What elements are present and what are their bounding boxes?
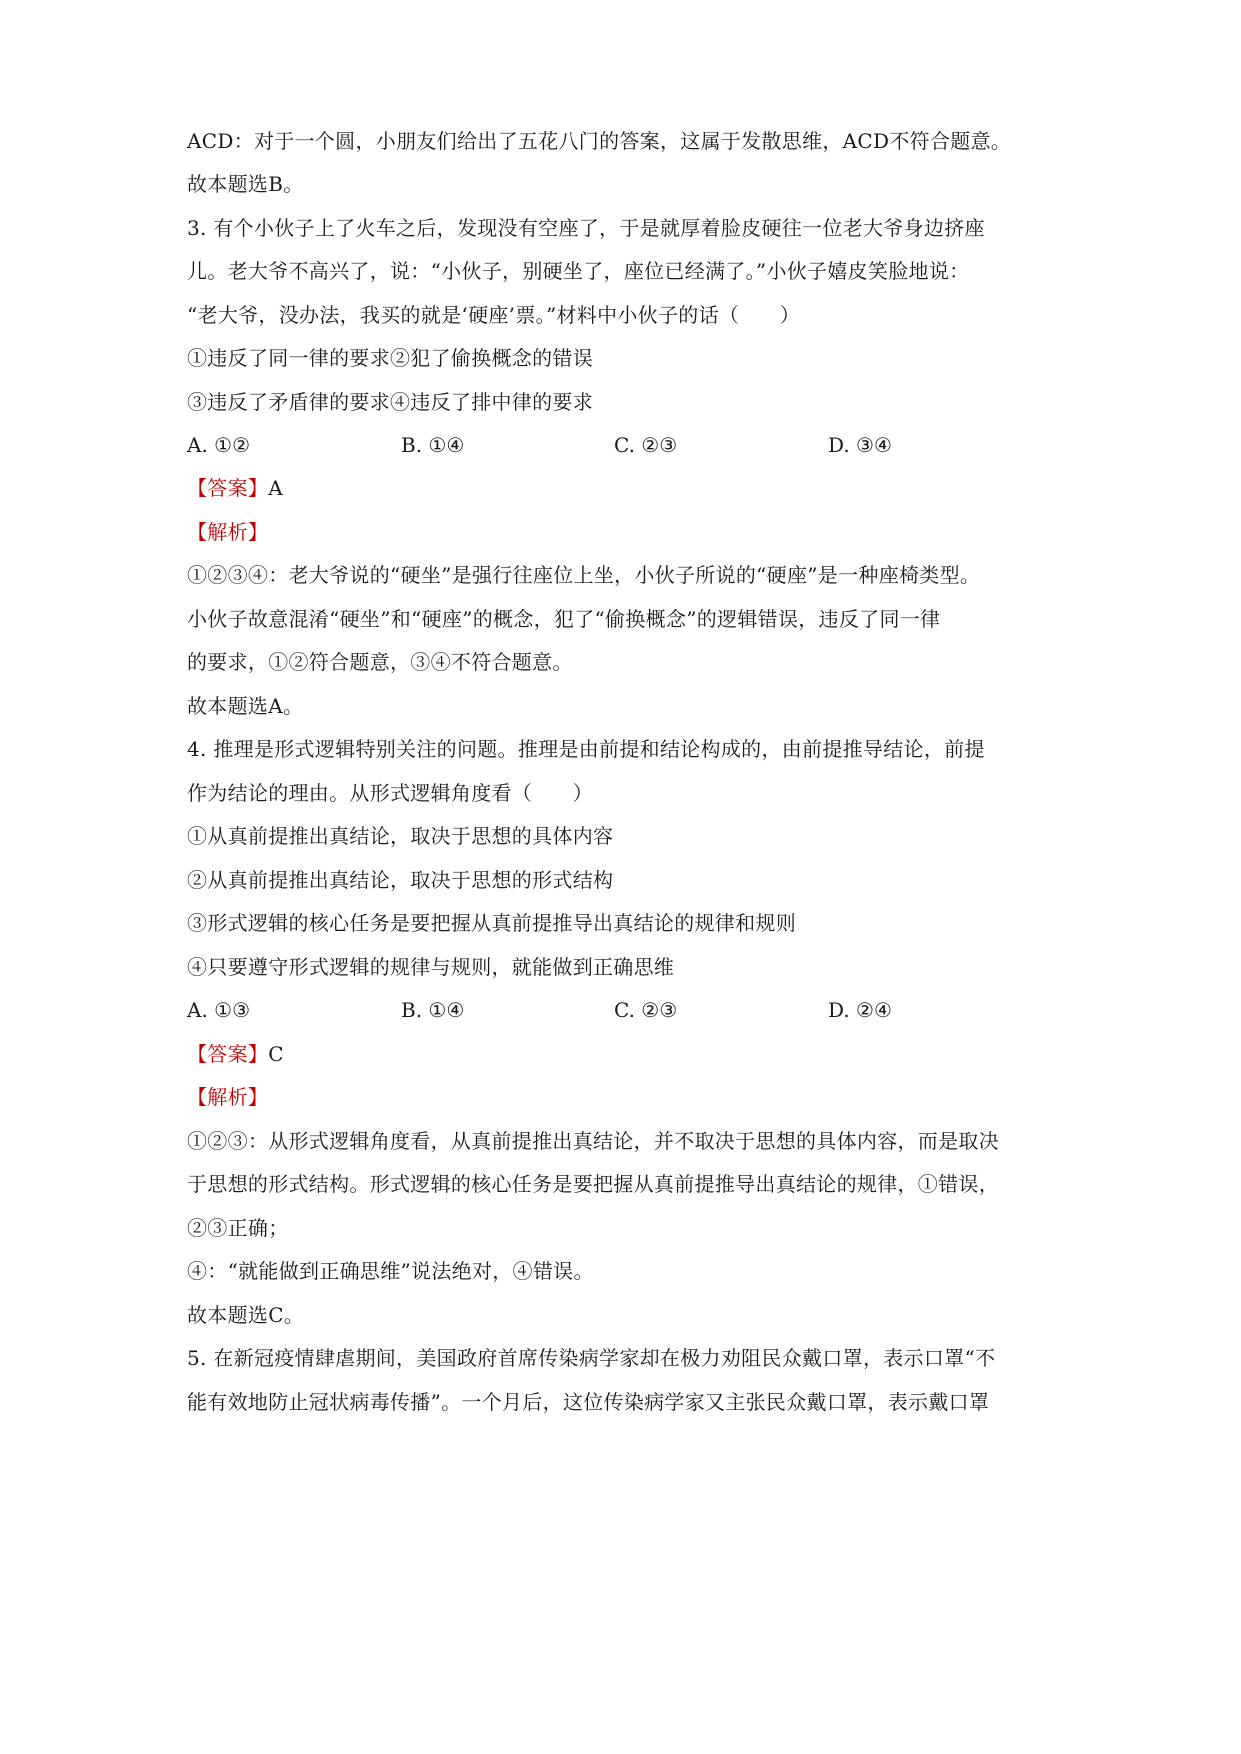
q4-answer-value: C bbox=[268, 1042, 284, 1066]
q3-stem-line-2: 儿。老大爷不高兴了，说：“小伙子，别硬坐了，座位已经满了。”小伙子嬉皮笑脸地说： bbox=[187, 259, 970, 283]
q3-analysis-line-3: 的要求，①②符合题意，③④不符合题意。 bbox=[187, 650, 573, 674]
q4-option-b: B. ①④ bbox=[401, 998, 465, 1022]
q2-analysis-line: ACD：对于一个圆，小朋友们给出了五花八门的答案，这属于发散思维，ACD不符合题意。 bbox=[187, 129, 1012, 153]
q4-analysis-line-1: ①②③：从形式逻辑角度看，从真前提推出真结论，并不取决于思想的具体内容，而是取决 bbox=[187, 1129, 999, 1153]
q2-conclusion: 故本题选B。 bbox=[187, 172, 304, 196]
q4-statement-2: ②从真前提推出真结论，取决于思想的形式结构 bbox=[187, 868, 614, 892]
q3-stem-line-1: 3. 有个小伙子上了火车之后，发现没有空座了，于是就厚着脸皮硬往一位老大爷身边挤座 bbox=[187, 216, 985, 240]
q4-option-a: A. ①③ bbox=[187, 998, 251, 1022]
q5-stem-line-2: 能有效地防止冠状病毒传播”。一个月后，这位传染病学家又主张民众戴口罩，表示戴口罩 bbox=[187, 1390, 990, 1414]
q4-statement-4: ④只要遵守形式逻辑的规律与规则，就能做到正确思维 bbox=[187, 955, 675, 979]
q4-analysis-line-3: ②③正确； bbox=[187, 1216, 289, 1240]
q3-statement-2: ③违反了矛盾律的要求④违反了排中律的要求 bbox=[187, 390, 593, 414]
q3-answer-label: 【答案】 bbox=[187, 476, 269, 500]
q4-option-d: D. ②④ bbox=[828, 998, 892, 1022]
q3-answer-row bbox=[187, 475, 1067, 501]
q3-analysis-line-1: ①②③④：老大爷说的“硬坐”是强行往座位上坐，小伙子所说的“硬座”是一种座椅类型。 bbox=[187, 563, 981, 587]
q3-statement-1: ①违反了同一律的要求②犯了偷换概念的错误 bbox=[187, 346, 593, 370]
q3-conclusion: 故本题选A。 bbox=[187, 694, 304, 718]
q4-analysis-line-2: 于思想的形式结构。形式逻辑的核心任务是要把握从真前提推导出真结论的规律，①错误， bbox=[187, 1172, 999, 1196]
q3-option-a: A. ①② bbox=[187, 433, 251, 457]
q3-option-b: B. ①④ bbox=[401, 433, 465, 457]
q3-analysis-label: 【解析】 bbox=[187, 520, 269, 544]
q4-stem-line-1: 4. 推理是形式逻辑特别关注的问题。推理是由前提和结论构成的，由前提推导结论，前提 bbox=[187, 737, 985, 761]
q4-analysis-line-4: ④：“就能做到正确思维”说法绝对，④错误。 bbox=[187, 1259, 594, 1283]
q4-conclusion: 故本题选C。 bbox=[187, 1303, 305, 1327]
q4-statement-1: ①从真前提推出真结论，取决于思想的具体内容 bbox=[187, 824, 614, 848]
q4-statement-3: ③形式逻辑的核心任务是要把握从真前提推导出真结论的规律和规则 bbox=[187, 911, 796, 935]
q3-stem-line-3: “老大爷，没办法，我买的就是‘硬座’票。”材料中小伙子的话（ ） bbox=[187, 303, 801, 327]
q4-option-c: C. ②③ bbox=[614, 998, 678, 1022]
q4-answer-row bbox=[187, 1041, 1067, 1067]
q3-answer-value: A bbox=[268, 476, 283, 500]
q5-stem-line-1: 5. 在新冠疫情肆虐期间，美国政府首席传染病学家却在极力劝阻民众戴口罩，表示口罩“不 bbox=[187, 1346, 996, 1370]
q4-stem-line-2: 作为结论的理由。从形式逻辑角度看（ ） bbox=[187, 781, 593, 805]
q4-answer-label: 【答案】 bbox=[187, 1042, 269, 1066]
q3-option-d: D. ③④ bbox=[828, 433, 892, 457]
q3-analysis-line-2: 小伙子故意混淆“硬坐”和“硬座”的概念，犯了“偷换概念”的逻辑错误，违反了同一律 bbox=[187, 607, 941, 631]
q4-analysis-label: 【解析】 bbox=[187, 1085, 269, 1109]
q3-option-c: C. ②③ bbox=[614, 433, 678, 457]
